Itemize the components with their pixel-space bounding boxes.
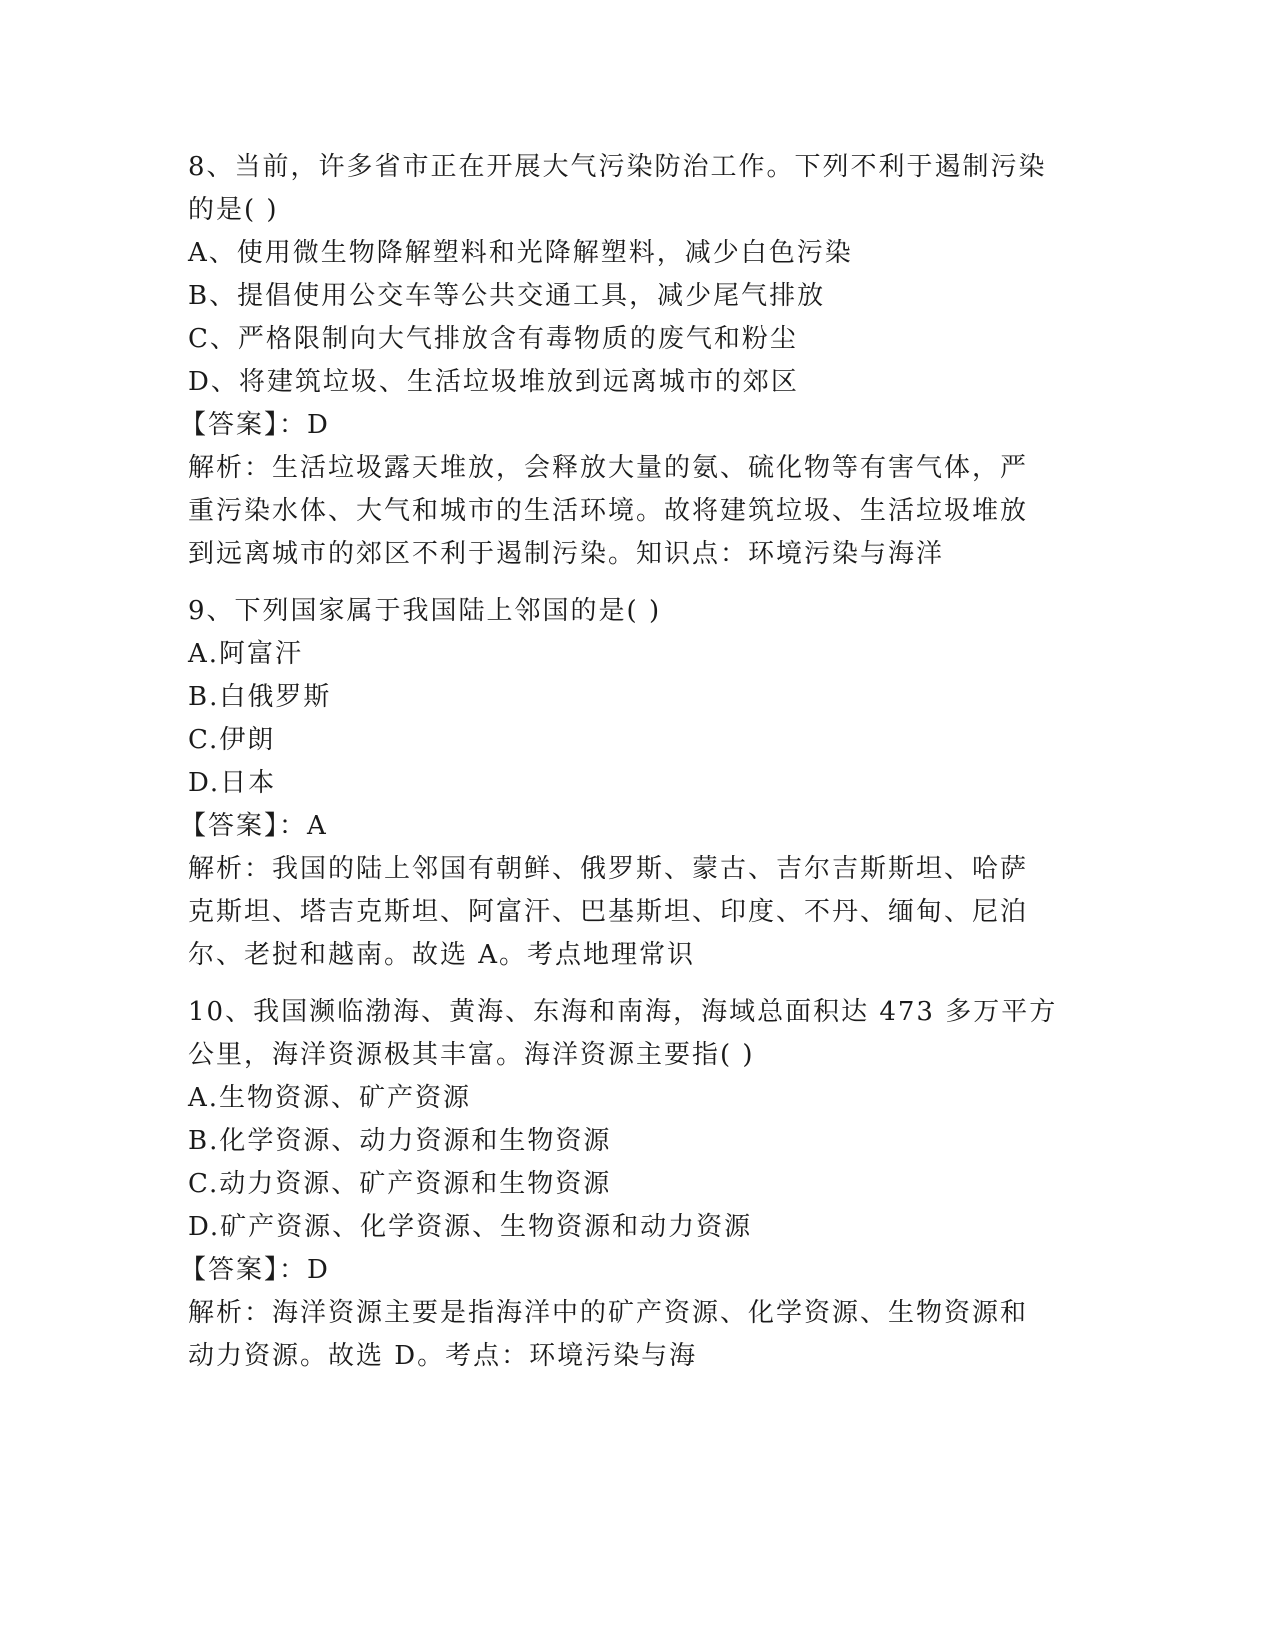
answer: 【答案】：D: [180, 1255, 330, 1285]
question-stem-line: 的是( ): [188, 195, 279, 225]
answer: 【答案】：A: [180, 811, 328, 841]
question-10: [180, 991, 1068, 1378]
question-stem-line: 8、当前，许多省市正在开展大气污染防治工作。下列不利于遏制污染: [188, 152, 1047, 182]
option-d: D、将建筑垃圾、生活垃圾堆放到远离城市的郊区: [188, 367, 799, 397]
option-b: B.白俄罗斯: [188, 682, 332, 712]
analysis-line: 解析：海洋资源主要是指海洋中的矿产资源、化学资源、生物资源和: [188, 1298, 1029, 1328]
question-9: [180, 590, 1068, 977]
option-a: A.生物资源、矿产资源: [188, 1083, 472, 1113]
option-a: A、使用微生物降解塑料和光降解塑料，减少白色污染: [188, 238, 853, 268]
analysis-line: 尔、老挝和越南。故选 A。考点地理常识: [188, 940, 696, 970]
analysis-line: 克斯坦、塔吉克斯坦、阿富汗、巴基斯坦、印度、不丹、缅甸、尼泊: [188, 897, 1029, 927]
question-stem-line: 公里，海洋资源极其丰富。海洋资源主要指( ): [188, 1040, 755, 1070]
analysis-line: 解析：生活垃圾露天堆放，会释放大量的氨、硫化物等有害气体，严: [188, 453, 1029, 483]
option-c: C.伊朗: [188, 725, 276, 755]
answer: 【答案】：D: [180, 410, 330, 440]
option-b: B.化学资源、动力资源和生物资源: [188, 1126, 612, 1156]
question-stem-line: 10、我国濒临渤海、黄海、东海和南海，海域总面积达 473 多万平方: [188, 997, 1058, 1027]
analysis-line: 到远离城市的郊区不利于遏制污染。知识点：环境污染与海洋: [188, 539, 945, 569]
question-8: [180, 146, 1068, 576]
option-a: A.阿富汗: [188, 639, 304, 669]
option-b: B、提倡使用公交车等公共交通工具，减少尾气排放: [188, 281, 826, 311]
analysis-line: 解析：我国的陆上邻国有朝鲜、俄罗斯、蒙古、吉尔吉斯斯坦、哈萨: [188, 854, 1029, 884]
analysis-line: 重污染水体、大气和城市的生活环境。故将建筑垃圾、生活垃圾堆放: [188, 496, 1029, 526]
option-d: D.日本: [188, 768, 277, 798]
option-c: C、严格限制向大气排放含有毒物质的废气和粉尘: [188, 324, 798, 354]
analysis-line: 动力资源。故选 D。考点：环境污染与海: [188, 1341, 698, 1371]
question-stem-line: 9、下列国家属于我国陆上邻国的是( ): [188, 596, 662, 626]
option-c: C.动力资源、矿产资源和生物资源: [188, 1169, 612, 1199]
document-page: [180, 146, 1068, 1392]
option-d: D.矿产资源、化学资源、生物资源和动力资源: [188, 1212, 753, 1242]
